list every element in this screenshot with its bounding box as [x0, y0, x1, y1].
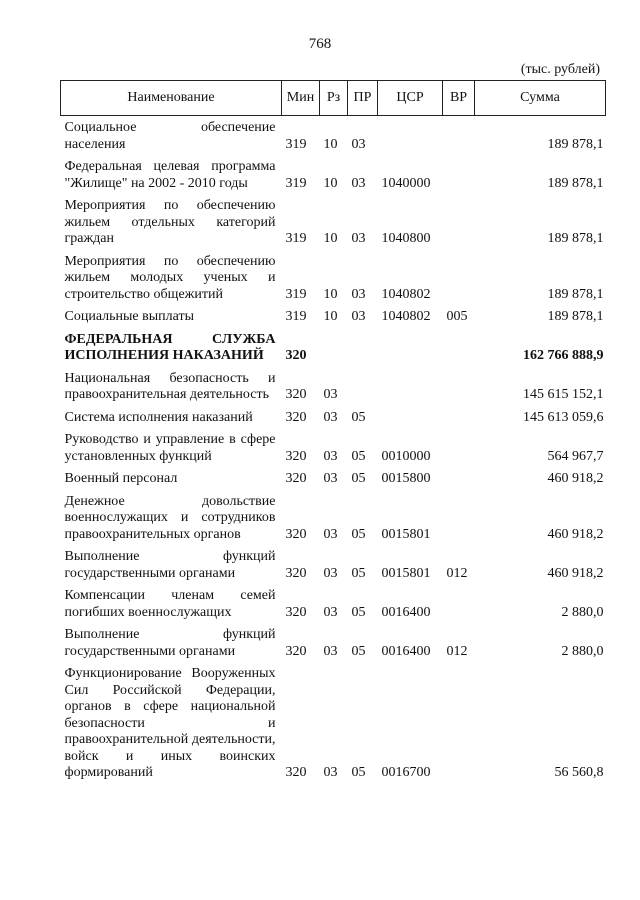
row-vr: 005: [446, 309, 468, 324]
row-rz: 10: [323, 231, 338, 246]
row-pr: 03: [351, 136, 366, 152]
row-vr: [443, 367, 475, 406]
row-pr: 03: [351, 175, 366, 191]
row-name: Выполнение функций государственными органами: [64, 627, 276, 659]
row-min: 320: [285, 387, 307, 402]
row-min: 320: [285, 604, 307, 620]
table-row: [61, 328, 606, 367]
row-pr: [348, 328, 378, 367]
row-name: Выполнение функций государственными органами: [64, 549, 276, 581]
row-rz: 10: [323, 136, 338, 152]
table-row: [61, 584, 606, 623]
row-csr: [378, 328, 443, 367]
row-sum: 460 918,2: [547, 565, 604, 581]
header-csr: ЦСР: [378, 81, 443, 116]
row-pr: 05: [351, 565, 366, 581]
table-row: [61, 194, 606, 250]
table-row: [61, 406, 606, 429]
row-vr: 012: [446, 643, 468, 659]
row-name: Социальное обеспечение населения: [64, 120, 276, 152]
table-row: [61, 155, 606, 194]
row-name: Военный персонал: [64, 471, 178, 486]
row-min: 319: [285, 136, 307, 152]
row-sum: 189 878,1: [547, 231, 604, 246]
row-name: Компенсации членам семей погибших военнослужащих: [64, 588, 276, 620]
row-vr: [443, 490, 475, 546]
row-pr: 05: [351, 643, 366, 659]
table-header: [61, 81, 606, 116]
row-rz: [320, 328, 348, 367]
table-row: [61, 305, 606, 328]
table-row: [61, 545, 606, 584]
row-pr: 03: [351, 309, 366, 324]
row-min: 319: [285, 175, 307, 191]
row-pr: 05: [351, 604, 366, 620]
row-min: 319: [285, 231, 307, 246]
row-name: Федеральная целевая программа "Жилище" на 2002 - 2010 годы: [64, 159, 276, 191]
row-vr: [443, 584, 475, 623]
row-sum: 189 878,1: [547, 309, 604, 324]
header-name: Наименование: [61, 81, 282, 116]
row-pr: 05: [351, 448, 366, 464]
row-name: Социальные выплаты: [64, 309, 195, 324]
row-sum: 56 560,8: [554, 765, 604, 780]
table-row: [61, 490, 606, 546]
row-csr: 1040802: [381, 286, 431, 302]
row-name: Руководство и управление в сфере установленных функций: [64, 432, 276, 464]
table-row: [61, 662, 606, 784]
row-csr: 1040000: [381, 175, 431, 191]
row-vr: [443, 250, 475, 306]
row-rz: 03: [323, 409, 338, 425]
header-rz: Рз: [320, 81, 348, 116]
row-min: 319: [285, 286, 307, 302]
row-pr: 03: [351, 231, 366, 246]
row-sum: 460 918,2: [547, 526, 604, 542]
header-min: Мин: [282, 81, 320, 116]
row-vr: 012: [446, 565, 468, 581]
row-sum: 460 918,2: [547, 471, 604, 486]
table-row: [61, 467, 606, 490]
row-sum: 564 967,7: [547, 448, 604, 464]
table-body: [61, 116, 606, 784]
row-sum: 145 615 152,1: [523, 387, 604, 402]
row-csr: 0015801: [381, 526, 431, 542]
row-csr: [378, 406, 443, 429]
row-rz: 03: [323, 604, 338, 620]
row-rz: 10: [323, 175, 338, 191]
row-name: Национальная безопасность и правоохранительная деятельность: [64, 370, 276, 402]
row-pr: 05: [351, 765, 366, 780]
row-min: 320: [285, 348, 307, 363]
row-pr: 05: [351, 409, 366, 425]
row-sum: 189 878,1: [547, 136, 604, 152]
row-rz: 03: [323, 448, 338, 464]
row-csr: 0016400: [381, 643, 431, 659]
row-name: Система исполнения наказаний: [64, 409, 253, 425]
row-rz: 03: [323, 565, 338, 581]
row-sum: 2 880,0: [561, 643, 604, 659]
row-pr: 03: [351, 286, 366, 302]
row-rz: 03: [323, 471, 338, 486]
row-name: ФЕДЕРАЛЬНАЯ СЛУЖБА ИСПОЛНЕНИЯ НАКАЗАНИЙ: [64, 331, 276, 363]
row-csr: 1040802: [381, 309, 431, 324]
row-vr: [443, 155, 475, 194]
row-sum: 2 880,0: [561, 604, 604, 620]
page-number: 768: [308, 36, 332, 52]
row-vr: [443, 467, 475, 490]
row-vr: [443, 428, 475, 467]
row-min: 320: [285, 471, 307, 486]
table-row: [61, 428, 606, 467]
row-rz: 03: [323, 765, 338, 780]
table-row: [61, 623, 606, 662]
header-vr: ВР: [443, 81, 475, 116]
row-rz: 03: [323, 526, 338, 542]
row-csr: 0015800: [381, 471, 431, 486]
row-pr: [348, 367, 378, 406]
row-sum: 189 878,1: [547, 286, 604, 302]
row-min: 320: [285, 765, 307, 780]
row-min: 320: [285, 409, 307, 425]
row-min: 319: [285, 309, 307, 324]
table-row: [61, 250, 606, 306]
header-sum: Сумма: [475, 81, 606, 116]
row-name: Мероприятия по обеспечению жильем молодых ученых и строительство общежитий: [64, 253, 276, 302]
row-rz: 10: [323, 286, 338, 302]
row-sum: 162 766 888,9: [523, 348, 604, 363]
row-vr: [443, 194, 475, 250]
row-vr: [443, 662, 475, 784]
row-min: 320: [285, 643, 307, 659]
units-note: (тыс. рублей): [520, 62, 600, 77]
row-vr: [443, 116, 475, 156]
row-csr: 0015801: [381, 565, 431, 581]
row-rz: 03: [323, 643, 338, 659]
row-min: 320: [285, 565, 307, 581]
row-csr: 0016400: [381, 604, 431, 620]
row-csr: [378, 116, 443, 156]
header-pr: ПР: [348, 81, 378, 116]
row-rz: 10: [323, 309, 338, 324]
row-vr: [443, 328, 475, 367]
row-rz: 03: [323, 387, 338, 402]
row-sum: 189 878,1: [547, 175, 604, 191]
row-csr: [378, 367, 443, 406]
row-csr: 0016700: [381, 765, 431, 780]
row-pr: 05: [351, 526, 366, 542]
row-sum: 145 613 059,6: [523, 409, 604, 425]
table-row: [61, 367, 606, 406]
table-row: [61, 116, 606, 156]
row-name: Денежное довольствие военнослужащих и сотрудников правоохранительных органов: [64, 493, 276, 542]
row-vr: [443, 406, 475, 429]
row-name: Функционирование Вооруженных Сил Российской Федерации, органов в сфере национальной безопасности и правоохранительной деятельности, войск и иных воинских формирований: [64, 666, 276, 780]
row-csr: 0010000: [381, 448, 431, 464]
row-csr: 1040800: [381, 231, 431, 246]
row-name: Мероприятия по обеспечению жильем отдельных категорий граждан: [64, 198, 276, 246]
row-min: 320: [285, 526, 307, 542]
budget-table: [60, 80, 606, 784]
row-min: 320: [285, 448, 307, 464]
row-pr: 05: [351, 471, 366, 486]
